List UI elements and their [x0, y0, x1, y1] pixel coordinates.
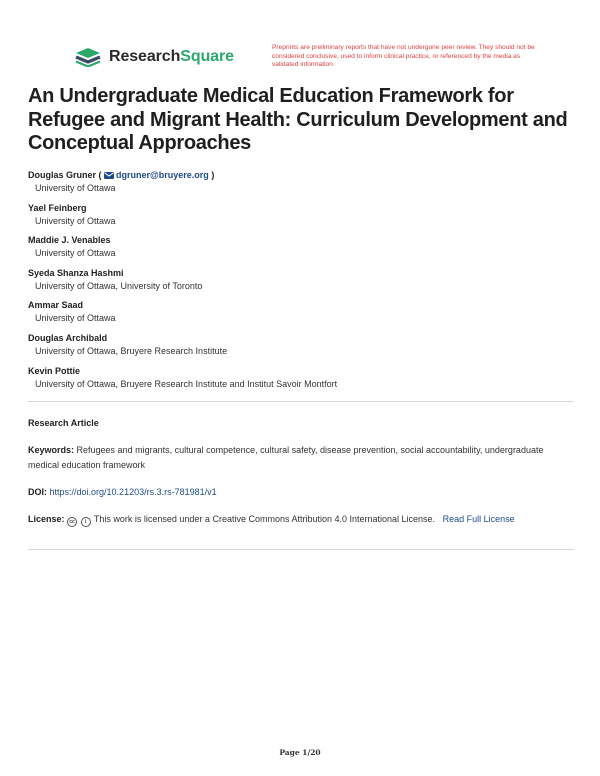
doi — [28, 485, 217, 500]
author-affiliation: University of Ottawa — [35, 215, 116, 226]
author-entry — [28, 332, 576, 365]
author-entry — [28, 267, 576, 300]
header — [0, 0, 600, 80]
read-full-license-link[interactable]: Read Full License — [442, 514, 515, 524]
author-name: Ammar Saad — [28, 300, 84, 311]
license — [28, 512, 576, 527]
author-affiliation: University of Ottawa — [35, 313, 116, 324]
license-text: This work is licensed under a Creative Commons Attribution 4.0 International License. — [93, 514, 436, 524]
keywords-label: Keywords: — [28, 445, 75, 455]
doi-label: DOI: — [28, 487, 47, 497]
author-name: Yael Feinberg — [28, 202, 87, 213]
divider — [28, 549, 574, 550]
divider — [28, 401, 574, 402]
author-name: Douglas Archibald — [28, 332, 108, 343]
author-entry — [28, 299, 576, 332]
author-affiliation: University of Ottawa, Bruyere Research Institute — [35, 345, 228, 356]
article-type: Research Article — [28, 418, 99, 428]
author-entry — [28, 169, 576, 202]
keywords — [28, 443, 576, 473]
page-number: Page 1/20 — [279, 748, 321, 757]
author-email-link[interactable]: dgruner@bruyere.org — [104, 170, 209, 180]
article-title: An Undergraduate Medical Education Framework for Refugee and Migrant Health: Curriculum Development and Conceptual Approaches — [28, 85, 568, 154]
attribution-icon: i — [81, 517, 91, 527]
preprint-disclaimer: Preprints are preliminary reports that have not undergone peer review. They should not be considered conclusive, used to inform clinical practice, or referenced by the media as validated information. — [272, 44, 535, 69]
author-affiliation: University of Ottawa, Bruyere Research Institute and Institut Savoir Montfort — [35, 378, 338, 389]
author-affiliation: University of Ottawa — [35, 183, 116, 193]
research-square-logo[interactable] — [74, 47, 234, 67]
logo-text: ResearchSquare — [109, 48, 234, 65]
author-entry — [28, 365, 576, 398]
doi-link[interactable]: https://doi.org/10.21203/rs.3.rs-781981/v1 — [49, 487, 217, 497]
author-affiliation: University of Ottawa, University of Toronto — [35, 280, 203, 291]
author-affiliation: University of Ottawa — [35, 248, 116, 259]
mail-icon — [104, 172, 114, 179]
author-name: Maddie J. Venables — [28, 235, 111, 246]
author-entry — [28, 234, 576, 267]
author-name: Douglas Gruner ( dgruner@bruyere.org ) — [28, 170, 215, 180]
keywords-text: Refugees and migrants, cultural competence, cultural safety, disease prevention, social accountability, undergraduate medical education framework — [28, 445, 544, 470]
research-square-logo-icon — [74, 47, 102, 67]
author-entry — [28, 202, 576, 235]
author-name: Syeda Shanza Hashmi — [28, 267, 124, 278]
author-list — [28, 169, 576, 397]
license-label: License: — [28, 514, 65, 524]
author-name: Kevin Pottie — [28, 365, 81, 376]
creative-commons-icon: cc — [67, 517, 77, 527]
